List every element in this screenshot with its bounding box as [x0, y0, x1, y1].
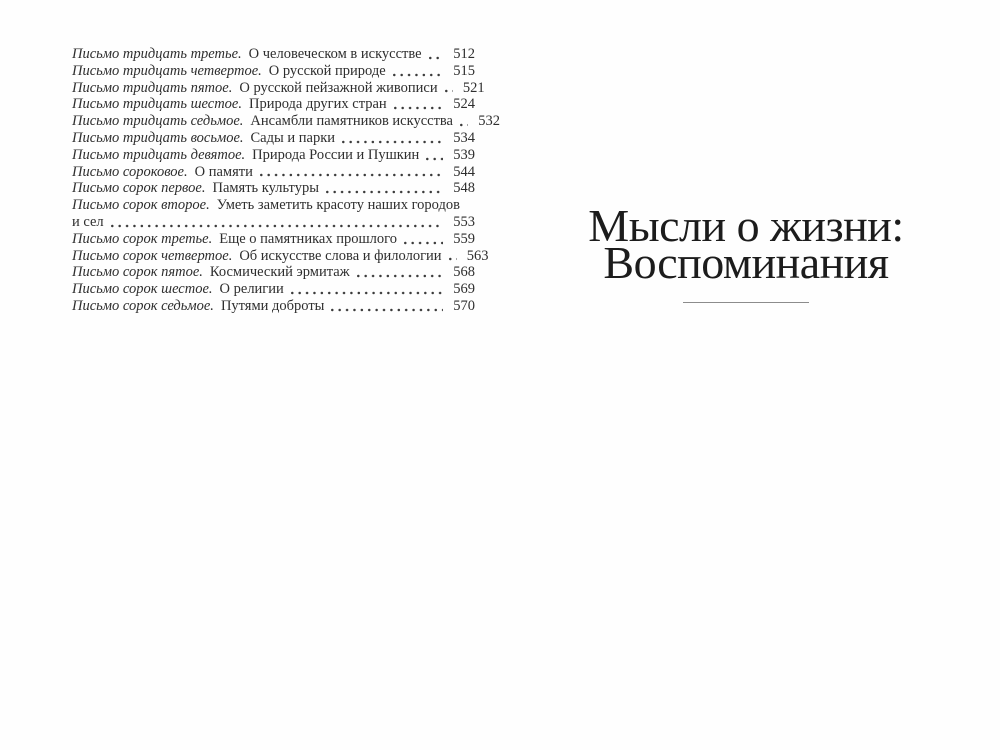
toc-entry-title: Ансамбли памятников искусства	[250, 113, 453, 130]
toc-entry-label: Письмо тридцать четвертое.	[72, 62, 262, 79]
toc-entry	[72, 113, 500, 130]
toc-entry-label: Письмо сорок шестое.	[72, 281, 213, 298]
toc-entry-title: Об искусстве слова и филологии	[239, 247, 442, 264]
toc-entry	[72, 180, 475, 197]
toc-entry	[72, 298, 475, 315]
toc-entry-label: Письмо сорок первое.	[72, 180, 206, 197]
table-of-contents	[72, 46, 500, 315]
toc-page-number: 539	[453, 146, 475, 163]
toc-entry-label: Письмо сороковое.	[72, 163, 188, 180]
toc-page-number: 534	[453, 129, 475, 146]
dot-leader	[342, 130, 443, 147]
toc-page-number: 548	[453, 180, 475, 197]
dot-leader	[111, 214, 443, 231]
toc-entry-label: Письмо тридцать шестое.	[72, 96, 242, 113]
toc-entry-title: Природа России и Пушкин	[252, 146, 420, 163]
toc-page-number: 532	[478, 113, 500, 130]
toc-entry	[72, 231, 475, 248]
toc-entry	[72, 63, 475, 80]
toc-entry	[72, 96, 475, 113]
toc-entry-title: О религии	[219, 281, 284, 298]
dot-leader	[291, 281, 443, 298]
toc-entry-title: О русской природе	[268, 62, 386, 79]
toc-entry-title: О человеческом в искусстве	[248, 46, 422, 62]
toc-entry-title: Космический эрмитаж	[209, 264, 350, 281]
dot-leader	[460, 113, 468, 130]
dot-leader	[357, 264, 443, 281]
toc-entry-label: Письмо тридцать третье.	[72, 46, 242, 62]
toc-entry-continuation	[72, 214, 475, 231]
dot-leader	[426, 147, 443, 164]
toc-entry	[72, 164, 475, 181]
toc-entry	[72, 79, 485, 97]
toc-entry-carry-text: и сел	[72, 213, 104, 230]
toc-entry-title: Природа других стран	[248, 96, 387, 113]
toc-entry	[72, 147, 475, 164]
dot-leader	[445, 80, 453, 97]
toc-page-number: 512	[453, 46, 475, 62]
toc-page-number: 524	[453, 96, 475, 113]
toc-entry-label: Письмо тридцать девятое.	[72, 146, 246, 163]
toc-entry-label: Письмо тридцать седьмое.	[72, 113, 244, 130]
dot-leader	[449, 248, 457, 265]
toc-entry	[72, 130, 475, 147]
dot-leader	[404, 231, 443, 248]
dot-leader	[394, 96, 443, 113]
toc-page-number: 559	[453, 230, 475, 247]
dot-leader	[429, 46, 443, 63]
toc-entry-label: Письмо сорок второе.	[72, 197, 210, 214]
toc-page-number: 569	[453, 281, 475, 298]
toc-entry-label: Письмо сорок третье.	[72, 230, 213, 247]
toc-entry	[72, 247, 489, 265]
toc-entry	[72, 197, 475, 214]
toc-entry-label: Письмо сорок пятое.	[72, 264, 203, 281]
toc-entry-title: О русской пейзажной живописи	[239, 79, 438, 96]
section-divider-rule	[683, 302, 809, 303]
toc-entry	[72, 46, 475, 63]
toc-entry-title: О памяти	[194, 163, 253, 180]
toc-page-number: 570	[453, 297, 475, 314]
toc-entry-label: Письмо тридцать пятое.	[72, 79, 233, 96]
toc-entry	[72, 264, 475, 281]
page-title: Мысли о жизни:	[588, 200, 904, 251]
dot-leader	[260, 164, 443, 181]
toc-entry-title: Еще о памятниках прошлого	[219, 230, 397, 247]
toc-entry-title: Уметь заметить красоту наших городов	[216, 197, 460, 214]
toc-entry-label: Письмо тридцать восьмое.	[72, 129, 244, 146]
toc-entry-title: Путями доброты	[220, 297, 325, 314]
toc-page-number: 521	[462, 79, 485, 96]
toc-page-number: 515	[453, 62, 475, 79]
toc-page-number: 563	[466, 247, 489, 264]
toc-entry-title: Память культуры	[212, 180, 319, 197]
toc-page-number: 544	[453, 163, 475, 180]
toc-page-number: 553	[453, 213, 475, 230]
dot-leader	[393, 63, 443, 80]
toc-page-number: 568	[453, 264, 475, 281]
page-title-line2: Воспоминания	[603, 237, 889, 288]
toc-entry-label: Письмо сорок седьмое.	[72, 297, 214, 314]
dot-leader	[331, 298, 443, 315]
section-title-block	[500, 200, 992, 303]
toc-entry	[72, 281, 475, 298]
toc-entry-title: Сады и парки	[250, 129, 336, 146]
toc-entry-label: Письмо сорок четвертое.	[72, 247, 233, 264]
dot-leader	[326, 180, 443, 197]
